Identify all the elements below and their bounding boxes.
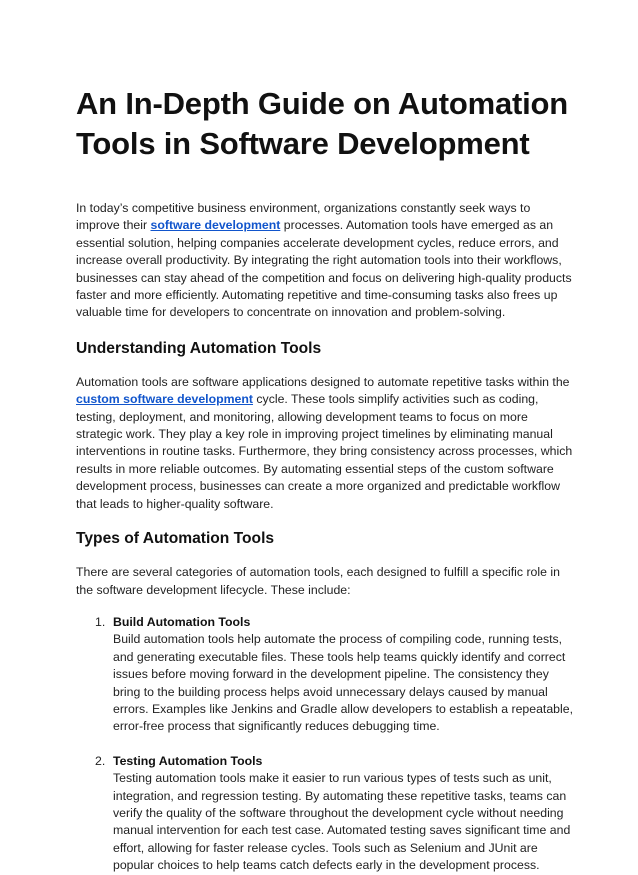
understanding-text-after-link: cycle. These tools simplify activities such as coding, testing, deployment, and monitoring, allowing development teams to focus on more strategic work. They play a key role in improving project timelines by eliminating manual interventions in routine tasks. Furthermore, they bring consistency across processes, which results in more reliable outcomes. By automating essential steps of the custom software development process, businesses can create a more organized and predictable workflow that leads to higher-quality software. xyxy=(76,392,573,511)
list-item-body: Build automation tools help automate the process of compiling code, running tests, and generating executable files. These tools help teams quickly identify and correct issues before moving forward in the development pipeline. The consistency they bring to the building process helps avoid unnecessary delays caused by manual errors. Examples like Jenkins and Gradle allow developers to establish a repeatable, error-free process that significantly reduces debugging time. xyxy=(113,632,574,734)
intro-text-before-link: In today’s competitive business environment, organizations constantly seek ways to improve their xyxy=(76,201,531,233)
types-intro-paragraph: There are several categories of automation tools, each designed to fulfill a specific role in the software development lifecycle. These include: xyxy=(76,565,560,597)
understanding-heading: Understanding Automation Tools xyxy=(76,339,322,357)
software-development-link[interactable]: software development xyxy=(150,218,281,233)
list-item-body: Testing automation tools make it easier to run various types of tests such as unit, integration, and regression testing. By automating these repetitive tasks, teams can verify the quality of the software throughout the development cycle without needing manual intervention for each test case. Automated testing saves significant time and effort, allowing for faster release cycles. Tools such as Selenium and JUnit are popular choices to help teams catch defects early in the development process. xyxy=(113,771,571,873)
list-item-title: Testing Automation Tools xyxy=(113,753,263,768)
list-item-number: 2. xyxy=(95,753,106,768)
custom-software-development-link[interactable]: custom software development xyxy=(76,392,253,407)
intro-text-after-link: processes. Automation tools have emerged as an essential solution, helping companies accelerate development cycles, reduce errors, and increase overall productivity. By integrating the right automation tools into their workflows, businesses can stay ahead of the competition and focus on delivering high-quality products faster and more efficiently. Automating repetitive and time-consuming tasks also frees up valuable time for developers to concentrate on innovation and problem-solving. xyxy=(76,218,572,320)
list-item-number: 1. xyxy=(95,614,106,629)
page-title: An In-Depth Guide on Automation Tools in Software Development xyxy=(76,86,569,161)
document-page xyxy=(76,84,576,875)
list-item-build-automation xyxy=(76,614,576,736)
list-item-testing-automation xyxy=(76,753,576,875)
list-item-title: Build Automation Tools xyxy=(113,614,251,629)
intro-paragraph xyxy=(76,200,576,322)
types-heading: Types of Automation Tools xyxy=(76,530,275,548)
understanding-paragraph xyxy=(76,374,576,513)
automation-tools-list xyxy=(76,614,576,875)
understanding-text-before-link: Automation tools are software applications designed to automate repetitive tasks within the xyxy=(76,374,570,389)
